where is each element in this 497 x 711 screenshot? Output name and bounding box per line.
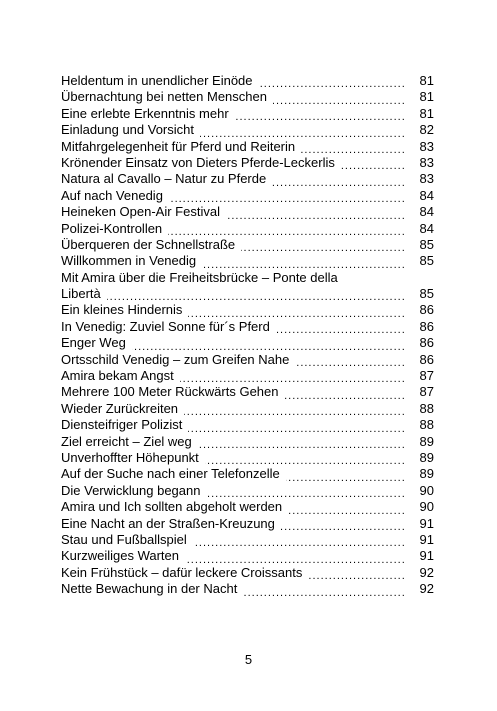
toc-entry: [61, 532, 434, 548]
toc-entry: [61, 155, 434, 171]
toc-entry-title: Ziel erreicht – Ziel weg: [61, 434, 198, 449]
toc-entry: [61, 171, 434, 187]
toc-entry-page: 88: [406, 401, 434, 417]
toc-entry-title: Kurzweiliges Warten: [61, 548, 185, 563]
toc-entry-page: 89: [406, 450, 434, 466]
toc-entry-page: 85: [406, 286, 434, 302]
toc-entry-title-continuation: Libertà: [61, 286, 107, 301]
toc-entry-page: 86: [406, 335, 434, 351]
toc-entry-page: 90: [406, 499, 434, 515]
toc-entry-title: Krönender Einsatz von Dieters Pferde-Leckerlis: [61, 155, 341, 170]
table-of-contents: [61, 73, 434, 598]
toc-entry-continuation: [61, 286, 434, 302]
dot-leader: [61, 294, 404, 300]
toc-entry: [61, 417, 434, 433]
toc-entry-page: 89: [406, 466, 434, 482]
toc-entry-title: Amira bekam Angst: [61, 368, 180, 383]
toc-entry: [61, 450, 434, 466]
toc-entry-page: 81: [406, 106, 434, 122]
toc-entry: [61, 516, 434, 532]
toc-entry-page: 87: [406, 384, 434, 400]
toc-entry: [61, 188, 434, 204]
toc-entry-title: Enger Weg: [61, 335, 132, 350]
toc-entry: [61, 89, 434, 105]
toc-entry-page: 82: [406, 122, 434, 138]
toc-entry-title: Heineken Open-Air Festival: [61, 204, 226, 219]
toc-entry: [61, 466, 434, 482]
toc-entry: [61, 253, 434, 269]
toc-entry-page: 85: [406, 237, 434, 253]
toc-entry-title: Wieder Zurückreiten: [61, 401, 184, 416]
toc-entry-title: Ortsschild Venedig – zum Greifen Nahe: [61, 352, 295, 367]
toc-entry-title: Amira und Ich sollten abgeholt werden: [61, 499, 288, 514]
toc-entry: [61, 73, 434, 89]
toc-entry: [61, 319, 434, 335]
toc-entry: [61, 499, 434, 515]
toc-entry-page: 83: [406, 155, 434, 171]
toc-entry-title: In Venedig: Zuviel Sonne für´s Pferd: [61, 319, 276, 334]
toc-entry-page: 91: [406, 548, 434, 564]
toc-entry-page: 83: [406, 171, 434, 187]
toc-entry: [61, 352, 434, 368]
toc-entry: [61, 581, 434, 597]
toc-entry-page: 88: [406, 417, 434, 433]
toc-entry: [61, 335, 434, 351]
toc-entry-title: Einladung und Vorsicht: [61, 122, 200, 137]
toc-entry-page: 84: [406, 221, 434, 237]
page-number: 5: [244, 652, 253, 667]
toc-entry: [61, 106, 434, 122]
toc-entry-page: 86: [406, 319, 434, 335]
toc-entry-page: 90: [406, 483, 434, 499]
toc-entry-title: Mitfahrgelegenheit für Pferd und Reiterin: [61, 139, 301, 154]
toc-entry-title: Auf nach Venedig: [61, 188, 169, 203]
toc-entry-page: 91: [406, 516, 434, 532]
toc-entry-page: 91: [406, 532, 434, 548]
toc-entry-page: 81: [406, 73, 434, 89]
toc-entry-title: Stau und Fußballspiel: [61, 532, 193, 547]
toc-entry-title: Die Verwicklung begann: [61, 483, 206, 498]
toc-entry: [61, 139, 434, 155]
toc-entry-title: Polizei-Kontrollen: [61, 221, 168, 236]
toc-entry-page: 92: [406, 565, 434, 581]
toc-entry-page: 84: [406, 188, 434, 204]
toc-entry: [61, 302, 434, 318]
toc-entry-title: Eine Nacht an der Straßen-Kreuzung: [61, 516, 281, 531]
toc-entry: [61, 270, 434, 286]
toc-entry-title: Mit Amira über die Freiheitsbrücke – Ponte della: [61, 270, 344, 285]
toc-entry-title: Natura al Cavallo – Natur zu Pferde: [61, 171, 272, 186]
toc-entry-title: Überqueren der Schnellstraße: [61, 237, 241, 252]
toc-entry-page: 84: [406, 204, 434, 220]
toc-entry-page: 89: [406, 434, 434, 450]
toc-entry-title: Kein Frühstück – dafür leckere Croissants: [61, 565, 308, 580]
toc-entry-page: 92: [406, 581, 434, 597]
toc-entry: [61, 237, 434, 253]
toc-entry: [61, 122, 434, 138]
toc-entry-title: Unverhoffter Höhepunkt: [61, 450, 205, 465]
toc-entry: [61, 548, 434, 564]
toc-entry: [61, 204, 434, 220]
toc-entry-page: 86: [406, 302, 434, 318]
toc-entry-title: Heldentum in unendlicher Einöde: [61, 73, 259, 88]
toc-entry-title: Nette Bewachung in der Nacht: [61, 581, 243, 596]
toc-entry: [61, 368, 434, 384]
toc-entry-title: Mehrere 100 Meter Rückwärts Gehen: [61, 384, 284, 399]
toc-entry-page: 83: [406, 139, 434, 155]
toc-entry-page: 86: [406, 352, 434, 368]
toc-entry-title: Eine erlebte Erkenntnis mehr: [61, 106, 235, 121]
toc-entry-title: Willkommen in Venedig: [61, 253, 202, 268]
toc-entry: [61, 401, 434, 417]
toc-entry-title: Ein kleines Hindernis: [61, 302, 188, 317]
toc-entry-page: 85: [406, 253, 434, 269]
toc-entry-title: Diensteifriger Polizist: [61, 417, 188, 432]
toc-entry-page: 87: [406, 368, 434, 384]
toc-entry: [61, 434, 434, 450]
toc-entry: [61, 384, 434, 400]
toc-entry: [61, 483, 434, 499]
toc-entry-title: Auf der Suche nach einer Telefonzelle: [61, 466, 286, 481]
toc-entry-page: 81: [406, 89, 434, 105]
toc-entry: [61, 221, 434, 237]
toc-entry: [61, 565, 434, 581]
toc-entry-title: Übernachtung bei netten Menschen: [61, 89, 273, 104]
